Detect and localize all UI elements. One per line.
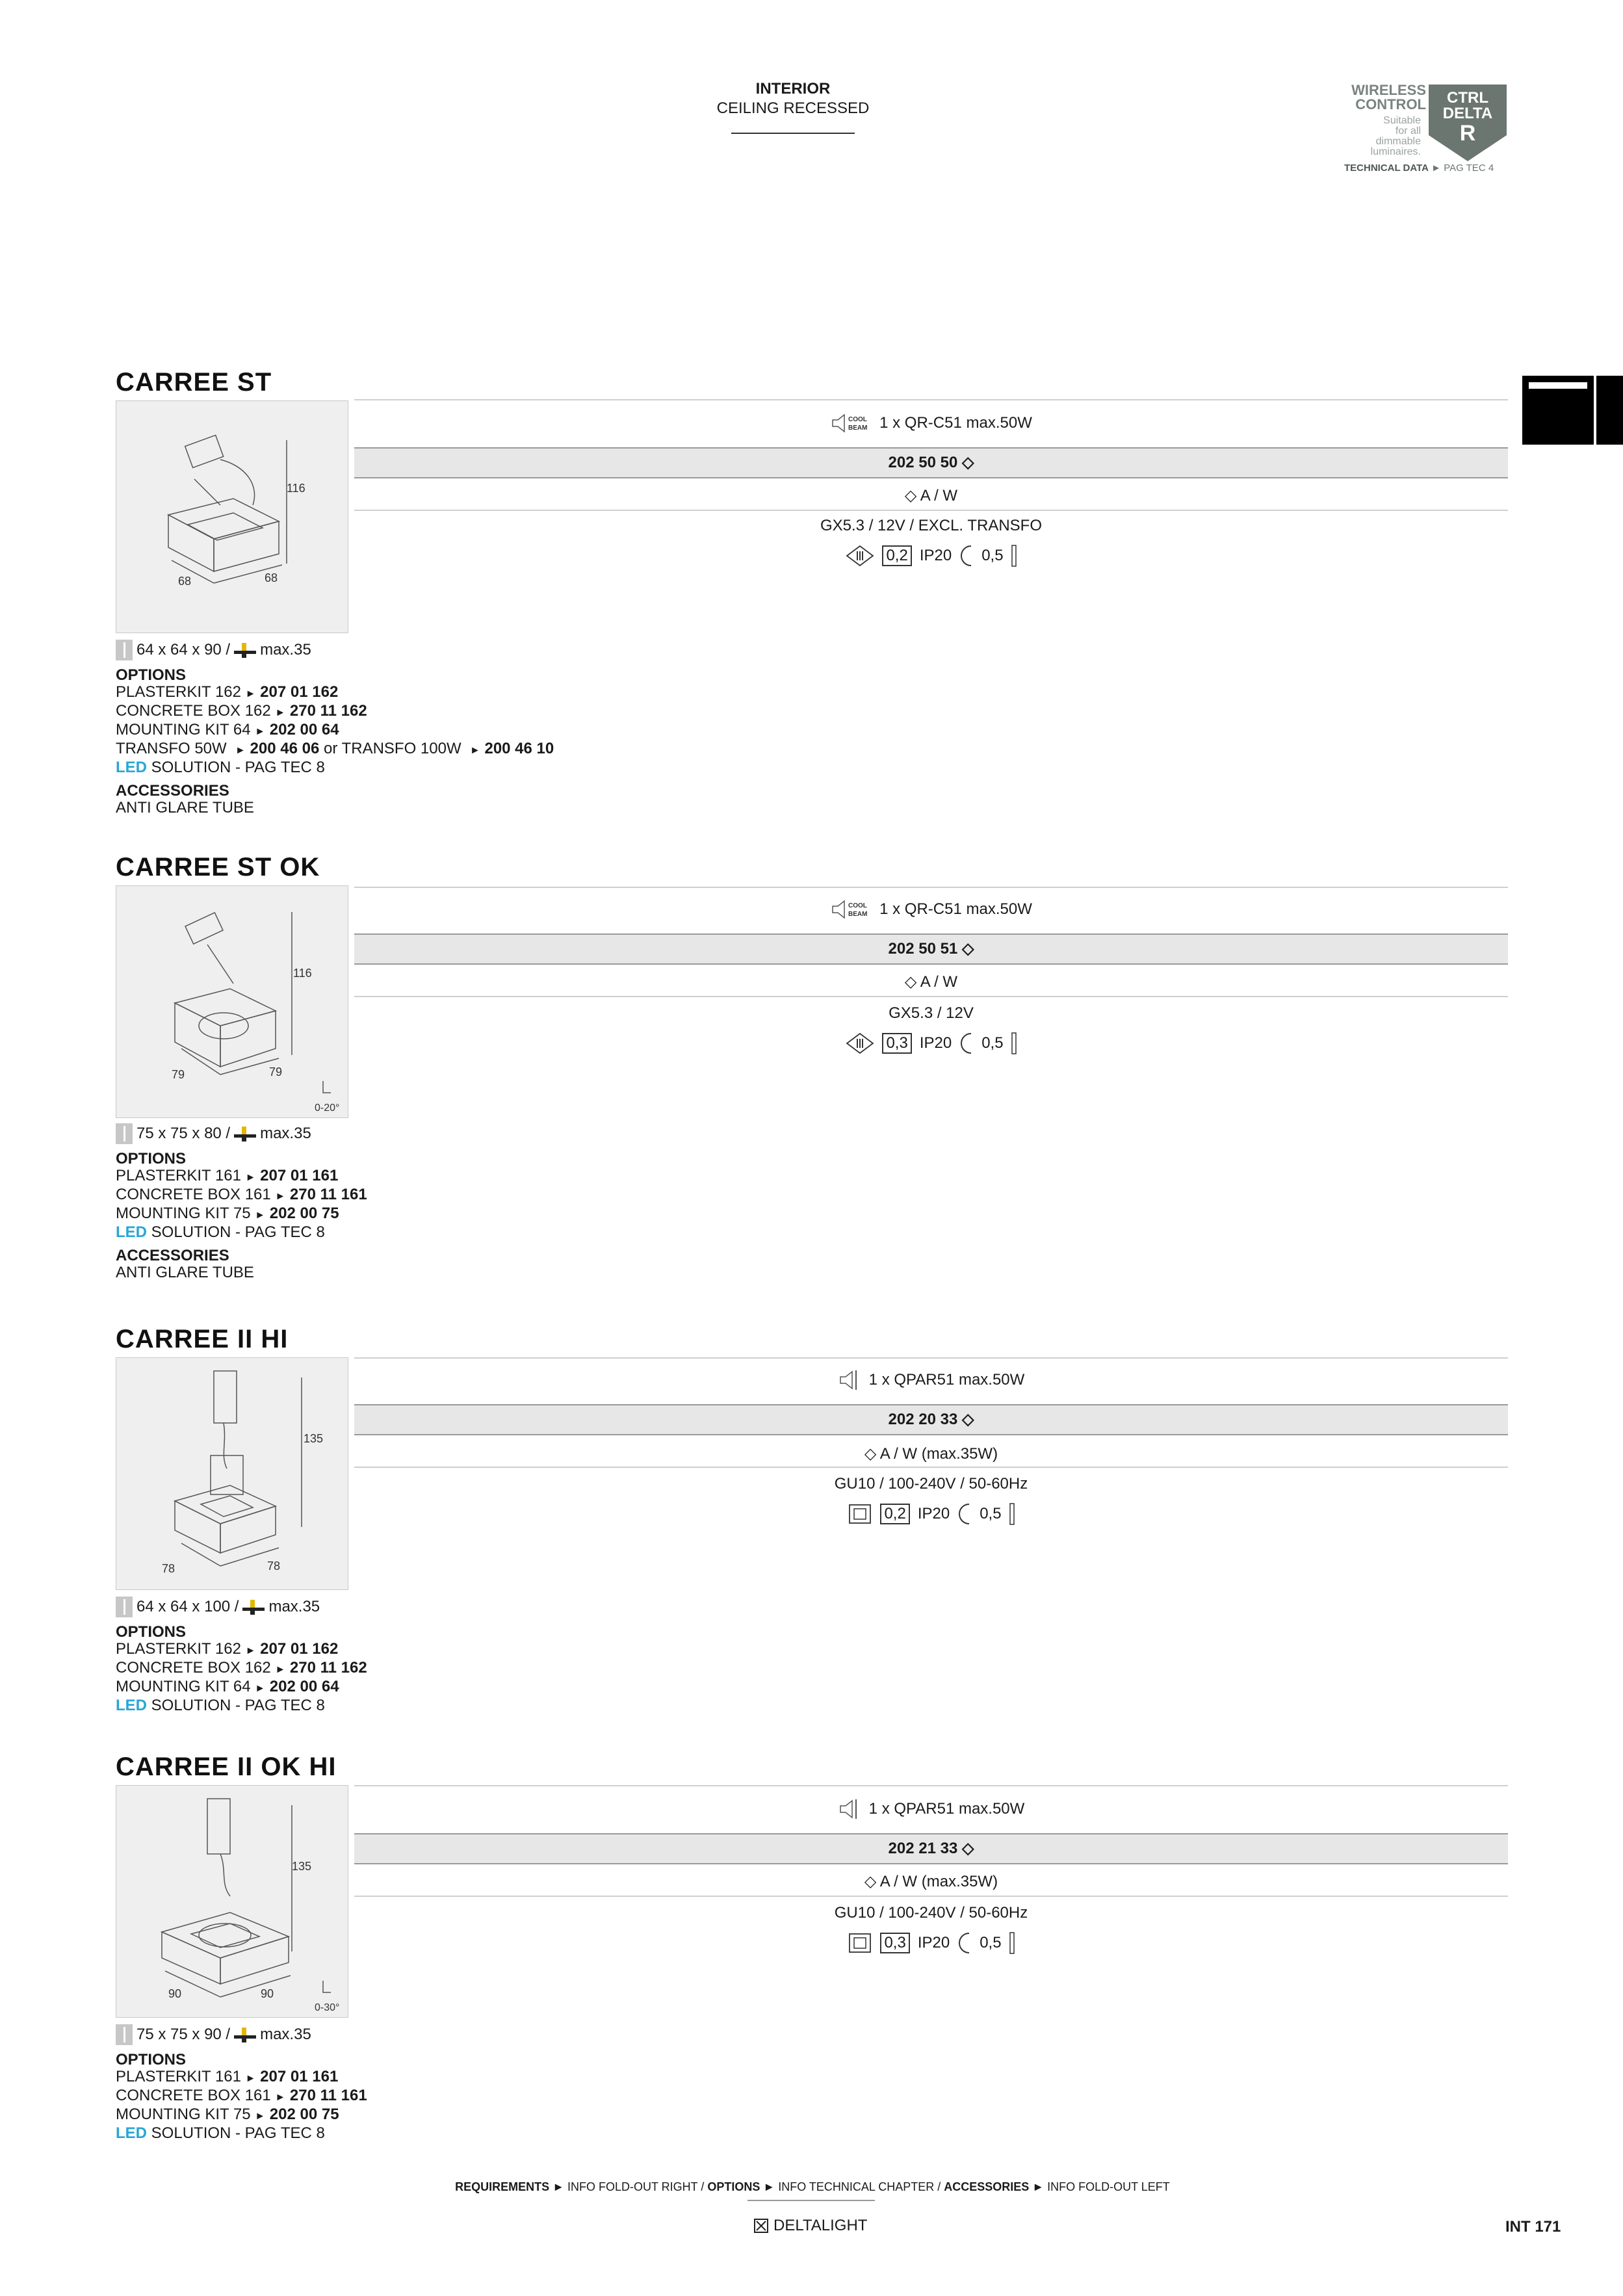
insulation-icon [957, 1932, 972, 1954]
lamp-spec: COOL BEAM 1 x QR-C51 max.50W [354, 898, 1508, 920]
article-code: 202 50 50 ◇ [354, 447, 1508, 478]
wall-distance: 0,2 [882, 545, 911, 566]
option-led: LED SOLUTION - PAG TEC 8 [116, 1697, 325, 1714]
option-mounting-kit: MOUNTING KIT 64 ► 202 00 64 [116, 721, 339, 738]
option-concrete-box: CONCRETE BOX 162 ► 270 11 162 [116, 1659, 367, 1676]
class-2-icon [848, 1503, 872, 1525]
luminaire-drawing-icon [116, 1358, 348, 1589]
subcategory-title: CEILING RECESSED [716, 99, 870, 117]
lamp-cool-beam-icon [830, 412, 872, 434]
svg-text:BEAM: BEAM [848, 911, 868, 918]
footer-legend: REQUIREMENTS ► INFO FOLD-OUT RIGHT / OPTIONS ► INFO TECHNICAL CHAPTER / ACCESSORIES ► INFO FOLD-OUT LEFT [455, 2180, 1170, 2193]
lamp-spec: 1 x QPAR51 max.50W [354, 1798, 1508, 1820]
class-3-icon [846, 545, 874, 567]
product-title: CARREE ST OK [116, 853, 320, 881]
class-3-icon [846, 1032, 874, 1054]
article-code: 202 21 33 ◇ [354, 1833, 1508, 1864]
socket-info: GX5.3 / 12V / EXCL. TRANSFO [820, 517, 1042, 534]
ip-rating: IP20 [917, 1505, 950, 1522]
ip-rating: IP20 [919, 1034, 952, 1052]
option-led: LED SOLUTION - PAG TEC 8 [116, 759, 325, 776]
ctrl-delta-shield-icon [1429, 85, 1507, 161]
svg-text:78: 78 [162, 1562, 175, 1575]
socket-info: GU10 / 100-240V / 50-60Hz [834, 1475, 1028, 1493]
option-mounting-kit: MOUNTING KIT 64 ► 202 00 64 [116, 1678, 339, 1695]
options-block: OPTIONS PLASTERKIT 162 ► 207 01 162 CONCRETE BOX 162 ► 270 11 162 MOUNTING KIT 64 ► 202 00 64 LED SOLUTION - PAG TEC 8 [116, 1623, 367, 1714]
svg-text:0-30°: 0-30° [315, 2002, 340, 2013]
product-drawing [116, 885, 348, 1118]
option-transfo: TRANSFO 50W ► 200 46 06 or TRANSFO 100W ► 200 46 10 [116, 740, 554, 757]
product-title: CARREE II OK HI [116, 1753, 337, 1781]
svg-text:135: 135 [292, 1860, 312, 1873]
ruler-icon [116, 1123, 133, 1144]
options-block: OPTIONS PLASTERKIT 162 ► 207 01 162 CONCRETE BOX 162 ► 270 11 162 MOUNTING KIT 64 ► 202 00 64 TRANSFO 50W ► 200 46 06 or TRANSFO 100W ► 200 46 10 LED SOLUTION - PAG TEC 8 ACCESSORIES ANTI GLARE TUBE [116, 666, 554, 816]
svg-text:79: 79 [172, 1068, 185, 1081]
cutout-dimensions: 75 x 75 x 90 / max.35 [116, 2024, 311, 2045]
insulation-value: 0,5 [981, 547, 1004, 564]
wireless-sub: Suitable for all dimmable luminaires. [1370, 115, 1421, 157]
dimming-info: ◇ A / W (max.35W) [864, 1873, 998, 1890]
symbol-row [354, 1932, 1508, 1954]
option-concrete-box: CONCRETE BOX 161 ► 270 11 161 [116, 1186, 367, 1203]
option-concrete-box: CONCRETE BOX 162 ► 270 11 162 [116, 702, 367, 720]
socket-info: GX5.3 / 12V [889, 1004, 974, 1022]
cutout-dimensions: 75 x 75 x 80 / max.35 [116, 1123, 311, 1144]
product-drawing [116, 1357, 348, 1590]
dimming-info: ◇ A / W [904, 487, 958, 504]
svg-text:COOL: COOL [848, 416, 868, 423]
insulation-bar-icon [1011, 545, 1017, 567]
ceiling-thickness-icon [234, 2026, 256, 2043]
technical-data-ref: TECHNICAL DATA ► PAG TEC 4 [1344, 163, 1494, 174]
option-led: LED SOLUTION - PAG TEC 8 [116, 2124, 325, 2142]
insulation-icon [957, 1503, 972, 1525]
option-mounting-kit: MOUNTING KIT 75 ► 202 00 75 [116, 1205, 339, 1222]
ruler-icon [116, 1597, 133, 1617]
option-plasterkit: PLASTERKIT 162 ► 207 01 162 [116, 683, 339, 701]
article-code: 202 50 51 ◇ [354, 933, 1508, 965]
dimming-info: ◇ A / W (max.35W) [864, 1445, 998, 1463]
symbol-row [354, 1503, 1508, 1525]
luminaire-drawing-icon [116, 401, 348, 633]
insulation-value: 0,5 [980, 1934, 1002, 1951]
svg-text:79: 79 [269, 1065, 283, 1078]
option-plasterkit: PLASTERKIT 161 ► 207 01 161 [116, 2068, 339, 2085]
insulation-icon [959, 1032, 974, 1054]
svg-text:BEAM: BEAM [848, 424, 868, 432]
brand-logo: DELTALIGHT [754, 2217, 897, 2235]
insulation-bar-icon [1011, 1032, 1017, 1054]
svg-text:R: R [1459, 121, 1476, 146]
option-mounting-kit: MOUNTING KIT 75 ► 202 00 75 [116, 2106, 339, 2123]
wall-distance: 0,2 [880, 1504, 909, 1524]
ruler-icon [116, 640, 133, 660]
svg-text:78: 78 [267, 1559, 281, 1572]
wireless-label: WIRELESS CONTROL [1351, 82, 1426, 112]
lamp-spec: 1 x QPAR51 max.50W [354, 1369, 1508, 1391]
option-concrete-box: CONCRETE BOX 161 ► 270 11 161 [116, 2087, 367, 2104]
accessory-item: ANTI GLARE TUBE [116, 799, 254, 816]
svg-text:68: 68 [265, 571, 278, 584]
category-title: INTERIOR [755, 80, 831, 98]
section-tab [1522, 376, 1623, 445]
ruler-icon [116, 2024, 133, 2045]
lamp-par-icon [838, 1369, 861, 1391]
svg-text:116: 116 [287, 482, 305, 495]
svg-text:116: 116 [293, 967, 312, 980]
ip-rating: IP20 [917, 1934, 950, 1951]
option-led: LED SOLUTION - PAG TEC 8 [116, 1223, 325, 1241]
svg-text:DELTA: DELTA [1442, 105, 1493, 122]
class-2-icon [848, 1932, 872, 1954]
luminaire-drawing-icon [116, 1786, 348, 2017]
ceiling-thickness-icon [234, 1125, 256, 1142]
svg-text:COOL: COOL [848, 902, 868, 909]
page-header [669, 79, 916, 134]
accessory-item: ANTI GLARE TUBE [116, 1264, 254, 1281]
ip-rating: IP20 [919, 547, 952, 564]
option-plasterkit: PLASTERKIT 161 ► 207 01 161 [116, 1167, 339, 1184]
lamp-spec: COOL BEAM 1 x QR-C51 max.50W [354, 412, 1508, 434]
footer-divider [747, 2200, 875, 2201]
svg-text:90: 90 [168, 1987, 182, 2000]
deltalight-logo-icon [754, 2219, 768, 2233]
insulation-icon [959, 545, 974, 567]
svg-text:135: 135 [304, 1432, 324, 1445]
wall-distance: 0,3 [880, 1933, 909, 1953]
insulation-value: 0,5 [981, 1034, 1004, 1052]
svg-text:0-20°: 0-20° [315, 1102, 340, 1114]
product-title: CARREE ST [116, 368, 272, 397]
luminaire-drawing-icon [116, 886, 348, 1117]
insulation-bar-icon [1009, 1932, 1015, 1954]
article-code: 202 20 33 ◇ [354, 1404, 1508, 1435]
option-plasterkit: PLASTERKIT 162 ► 207 01 162 [116, 1640, 339, 1658]
lamp-cool-beam-icon [830, 898, 872, 920]
svg-text:CTRL: CTRL [1447, 89, 1488, 107]
options-block: OPTIONS PLASTERKIT 161 ► 207 01 161 CONCRETE BOX 161 ► 270 11 161 MOUNTING KIT 75 ► 202 00 75 LED SOLUTION - PAG TEC 8 [116, 2051, 367, 2142]
symbol-row [354, 545, 1508, 567]
product-drawing [116, 1785, 348, 2018]
symbol-row [354, 1032, 1508, 1054]
ceiling-thickness-icon [242, 1598, 265, 1615]
cutout-dimensions: 64 x 64 x 100 / max.35 [116, 1597, 320, 1617]
socket-info: GU10 / 100-240V / 50-60Hz [834, 1904, 1028, 1922]
ceiling-thickness-icon [234, 642, 256, 659]
insulation-value: 0,5 [980, 1505, 1002, 1522]
dimming-info: ◇ A / W [904, 973, 958, 991]
product-drawing [116, 400, 348, 633]
insulation-bar-icon [1009, 1503, 1015, 1525]
svg-text:90: 90 [261, 1987, 274, 2000]
lamp-par-icon [838, 1798, 861, 1820]
cutout-dimensions: 64 x 64 x 90 / max.35 [116, 640, 311, 660]
wall-distance: 0,3 [882, 1033, 911, 1054]
svg-text:68: 68 [178, 575, 192, 588]
options-block: OPTIONS PLASTERKIT 161 ► 207 01 161 CONCRETE BOX 161 ► 270 11 161 MOUNTING KIT 75 ► 202 00 75 LED SOLUTION - PAG TEC 8 ACCESSORIES ANTI GLARE TUBE [116, 1150, 367, 1281]
page-number: INT 171 [1505, 2218, 1561, 2236]
header-divider [731, 133, 855, 134]
product-title: CARREE II HI [116, 1325, 289, 1353]
